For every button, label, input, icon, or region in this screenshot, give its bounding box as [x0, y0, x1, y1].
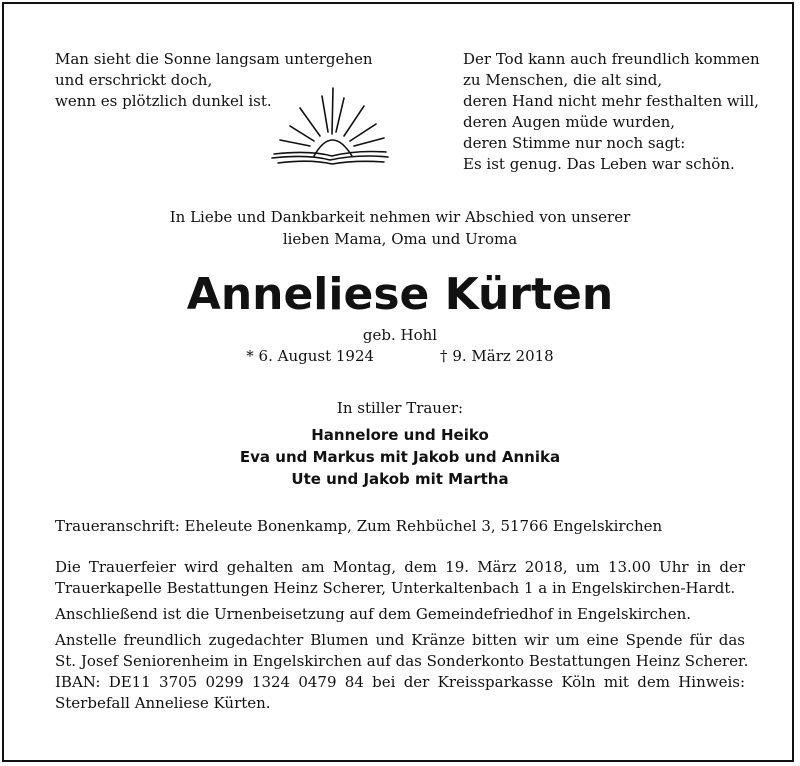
urn-burial-paragraph: Anschließend ist die Urnenbeisetzung auf dem Gemeindefriedhof in Engelskirchen.: [55, 605, 692, 623]
donation-line: Anstelle freundlich zugedachter Blumen und Kränze bitten wir um eine Spende für das: [55, 631, 745, 649]
family-list: [0, 424, 800, 490]
deceased-name: Anneliese Kürten: [186, 269, 614, 320]
family-line: Eva und Markus mit Jakob und Annika: [239, 448, 561, 466]
mourning-address: Traueranschrift: Eheleute Bonenkamp, Zum Rehbüchel 3, 51766 Engelskirchen: [55, 517, 663, 535]
family-line: Ute und Jakob mit Martha: [291, 470, 509, 488]
maiden-name: geb. Hohl: [362, 326, 438, 344]
intro-line: lieben Mama, Oma und Uroma: [282, 230, 518, 248]
poem-line: wenn es plötzlich dunkel ist.: [55, 92, 272, 110]
intro-line: In Liebe und Dankbarkeit nehmen wir Abschied von unserer: [169, 208, 631, 226]
ceremony-line: Trauerkapelle Bestattungen Heinz Scherer, Unterkaltenbach 1 a in Engelskirchen-Hardt.: [55, 579, 736, 597]
poem-line: zu Menschen, die alt sind,: [463, 71, 663, 89]
donation-line: IBAN: DE11 3705 0299 1324 0479 84 bei der Kreissparkasse Köln mit dem Hinweis:: [55, 673, 745, 691]
poem-line: deren Hand nicht mehr festhalten will,: [463, 92, 759, 110]
poem-line: deren Augen müde wurden,: [463, 113, 676, 131]
poem-line: und erschrickt doch,: [55, 71, 213, 89]
poem-right: [463, 49, 760, 175]
ceremony-paragraph: [55, 557, 745, 599]
poem-line: Man sieht die Sonne langsam untergehen: [55, 50, 373, 68]
intro-text: [0, 206, 800, 250]
poem-line: deren Stimme nur noch sagt:: [463, 134, 686, 152]
poem-line: Der Tod kann auch freundlich kommen: [463, 50, 760, 68]
family-line: Hannelore und Heiko: [311, 426, 489, 444]
donation-line: St. Josef Seniorenheim in Engelskirchen auf das Sonderkonto Bestattungen Heinz Scherer.: [55, 652, 749, 670]
mourning-label: In stiller Trauer:: [336, 399, 464, 417]
sunset-icon: [270, 86, 390, 178]
ceremony-line: Die Trauerfeier wird gehalten am Montag, dem 19. März 2018, um 13.00 Uhr in der: [55, 558, 745, 576]
donation-paragraph: [55, 630, 749, 714]
life-dates: [0, 345, 800, 367]
poem-line: Es ist genug. Das Leben war schön.: [463, 155, 735, 173]
donation-line: Sterbefall Anneliese Kürten.: [55, 694, 271, 712]
birth-date: * 6. August 1924: [246, 347, 375, 365]
death-date: † 9. März 2018: [440, 347, 554, 365]
